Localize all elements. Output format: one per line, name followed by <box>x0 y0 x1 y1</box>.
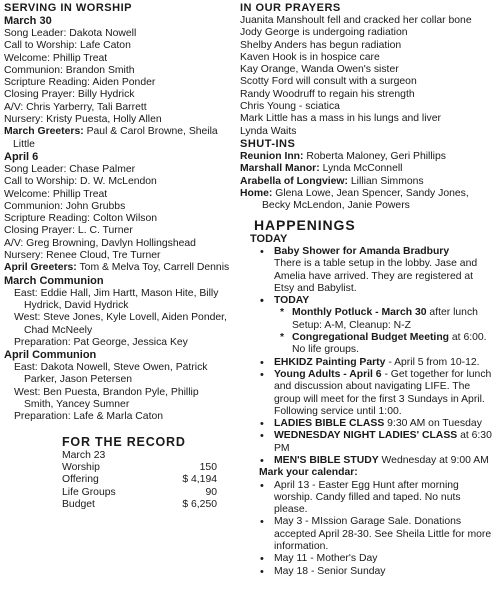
shutin-row <box>240 188 496 213</box>
shutin-place: Home: <box>240 187 273 199</box>
april-communion-east: East: Dakota Nowell, Steve Owen, Patrick Parker, Jason Petersen <box>14 362 208 386</box>
april-greeters-label: April Greeters: <box>4 262 77 274</box>
shutin-place: Arabella of Longview: <box>240 175 348 187</box>
calendar-item <box>240 516 496 553</box>
today-2-heading: • TODAY <box>240 295 496 307</box>
prayer-item: Mark Little has a mass in his lungs and liver <box>240 113 441 125</box>
march-30-heading: March 30 <box>4 15 52 27</box>
shutin-row <box>240 176 496 188</box>
calendar-item <box>240 480 496 517</box>
budget-meeting-text: at 6:00. No life groups. <box>292 332 487 356</box>
april-greeters <box>4 262 230 274</box>
march-30-av: A/V: Chris Yarberry, Tali Barrett <box>4 101 147 113</box>
april-6-call-to-worship: Call to Worship: D. W. McLendon <box>4 176 157 188</box>
young-adults-title: Young Adults - April 6 <box>274 368 382 380</box>
march-communion-prep: Preparation: Pat George, Jessica Key <box>14 336 188 348</box>
serving-heading: SERVING IN WORSHIP <box>4 2 132 14</box>
record-date-text: March 23 <box>62 449 106 461</box>
prayer-item: Kay Orange, Wanda Owen's sister <box>240 64 399 76</box>
march-greeters-names: Paul & Carol Browne, Sheila Little <box>13 126 218 150</box>
april-6-heading: April 6 <box>4 150 39 163</box>
ladies-class-title: LADIES BIBLE CLASS <box>274 418 385 430</box>
record-heading: FOR THE RECORD <box>62 434 186 449</box>
april-6-av: A/V: Greg Browning, Davlyn Hollingshead <box>4 237 196 249</box>
calendar-item-text: May 3 - MIssion Garage Sale. Donations accepted April 28-30. See Sheila Little for more information. <box>274 516 492 553</box>
left-column <box>4 0 230 511</box>
record-value: 90 <box>205 486 217 498</box>
young-adults-text: - Get together for lunch and discussion about navigating LIFE. The group will meet for the first 3 Sundays in April. Following service until 1:00. <box>274 368 492 417</box>
prayer-item: Kaven Hook is in hospice care <box>240 51 380 63</box>
ehkidz-item <box>240 357 496 369</box>
march-30-call-to-worship: Call to Worship: Lafe Caton <box>4 40 131 52</box>
april-6-scripture: Scripture Reading: Colton Wilson <box>4 213 158 225</box>
april-communion-prep: Preparation: Lafe & Marla Caton <box>14 411 164 423</box>
budget-meeting-title: Congregational Budget Meeting <box>292 332 450 344</box>
calendar-heading: Mark your calendar: <box>259 467 358 479</box>
record-label: Worship <box>62 462 100 474</box>
ladies-class-item <box>240 418 496 430</box>
happenings-heading: HAPPENINGS <box>254 217 356 234</box>
mens-study-title: MEN'S BIBLE STUDY <box>274 455 379 466</box>
shutin-names: Roberta Maloney, Geri Phillips <box>306 150 446 162</box>
prayer-item: Juanita Manshoult fell and cracked her collar bone <box>240 15 472 26</box>
march-greeters <box>4 126 230 151</box>
april-6-closing-prayer: Closing Prayer: L. C. Turner <box>4 225 133 237</box>
record-row <box>62 474 217 486</box>
prayers-heading: IN OUR PRAYERS <box>240 2 341 14</box>
shutin-names: Glena Lowe, Jean Spencer, Sandy Jones, Becky McLendon, Janie Powers <box>262 187 469 212</box>
shutins-heading: SHUT-INS <box>240 137 296 150</box>
prayer-item: Randy Woodruff to regain his strength <box>240 88 415 100</box>
young-adults-item <box>240 369 496 418</box>
mens-study-text: Wednesday at 9:00 AM <box>378 455 489 466</box>
calendar-item <box>240 566 496 578</box>
record-value: $ 4,194 <box>182 474 217 486</box>
march-30-closing-prayer: Closing Prayer: Billy Hydrick <box>4 89 135 101</box>
shutin-row <box>240 151 496 163</box>
march-30-welcome: Welcome: Phillip Treat <box>4 52 108 64</box>
march-communion-heading: March Communion <box>4 274 104 287</box>
prayer-item: Chris Young - sciatica <box>240 101 340 113</box>
march-30-nursery: Nursery: Kristy Puesta, Holly Allen <box>4 114 162 126</box>
march-30-scripture: Scripture Reading: Aiden Ponder <box>4 77 156 89</box>
record-row <box>62 487 217 499</box>
record-row <box>62 499 217 511</box>
march-communion-west: West: Steve Jones, Kyle Lovell, Aiden Ponder, Chad McNeely <box>14 312 227 336</box>
april-communion-west: West: Ben Puesta, Brandon Pyle, Phillip Smith, Yancey Sumner <box>14 386 199 411</box>
wednesday-class-title: WEDNESDAY NIGHT LADIES' CLASS <box>274 430 458 442</box>
record-date <box>62 450 217 462</box>
april-greeters-names: Tom & Melva Toy, Carrell Dennis <box>79 262 230 274</box>
prayer-item: Scotty Ford will consult with a surgeon <box>240 76 417 88</box>
calendar-item <box>240 553 496 565</box>
april-6-welcome: Welcome: Phillip Treat <box>4 188 108 200</box>
march-30-communion: Communion: Brandon Smith <box>4 64 135 76</box>
baby-shower-item <box>240 246 496 295</box>
prayer-item: Shelby Anders has begun radiation <box>240 39 402 51</box>
record-label: Life Groups <box>62 486 116 498</box>
record-value: $ 6,250 <box>182 498 217 510</box>
shutin-row <box>240 163 496 175</box>
potluck-text: after lunch Setup: A-M, Cleanup: N-Z <box>292 307 478 331</box>
baby-shower-title: • Baby Shower for Amanda Bradbury <box>274 245 450 257</box>
wednesday-class-item <box>240 430 496 455</box>
calendar-item-text: April 13 - Easter Egg Hunt after morning worship. Candy filled and taped. No nuts please. <box>274 479 461 516</box>
record-row <box>62 462 217 474</box>
shutin-place: Reunion Inn: <box>240 150 304 162</box>
april-communion-heading: April Communion <box>4 349 97 362</box>
baby-shower-text: There is a table setup in the lobby. Jase and Amelia have arrived. They are registered at Etsy and Babylist. <box>274 258 478 294</box>
april-6-song-leader: Song Leader: Chase Palmer <box>4 163 136 175</box>
potluck-item <box>240 307 496 332</box>
ehkidz-text: - April 5 from 10-12. <box>385 356 480 368</box>
potluck-title: Monthly Potluck - March 30 <box>292 307 427 319</box>
record-label: Offering <box>62 474 99 486</box>
march-30-song-leader: Song Leader: Dakota Nowell <box>4 28 137 39</box>
right-column <box>240 0 496 578</box>
record-label: Budget <box>62 498 95 510</box>
march-communion-east: East: Eddie Hall, Jim Hartt, Mason Hite, Billy Hydrick, David Hydrick <box>14 287 219 311</box>
shutin-names: Lillian Simmons <box>350 175 424 187</box>
today-heading: TODAY <box>250 233 288 246</box>
april-6-communion: Communion: John Grubbs <box>4 200 126 212</box>
april-6-nursery: Nursery: Renee Cloud, Tre Turner <box>4 250 161 262</box>
calendar-item-text: May 11 - Mother's Day <box>274 553 378 565</box>
ehkidz-title: EHKIDZ Painting Party <box>274 356 386 368</box>
record-value: 150 <box>199 462 217 474</box>
prayer-item: Jody George is undergoing radiation <box>240 27 408 39</box>
budget-meeting-item <box>240 332 496 357</box>
prayer-item: Lynda Waits <box>240 125 297 137</box>
shutin-names: Lynda McConnell <box>322 163 403 175</box>
mens-study-item <box>240 455 496 467</box>
march-greeters-label: March Greeters: <box>4 126 84 138</box>
shutin-place: Marshall Manor: <box>240 163 320 175</box>
ladies-class-text: 9:30 AM on Tuesday <box>384 418 482 430</box>
calendar-item-text: May 18 - Senior Sunday <box>274 565 386 577</box>
wednesday-class-text: at 6:30 PM <box>274 430 492 454</box>
